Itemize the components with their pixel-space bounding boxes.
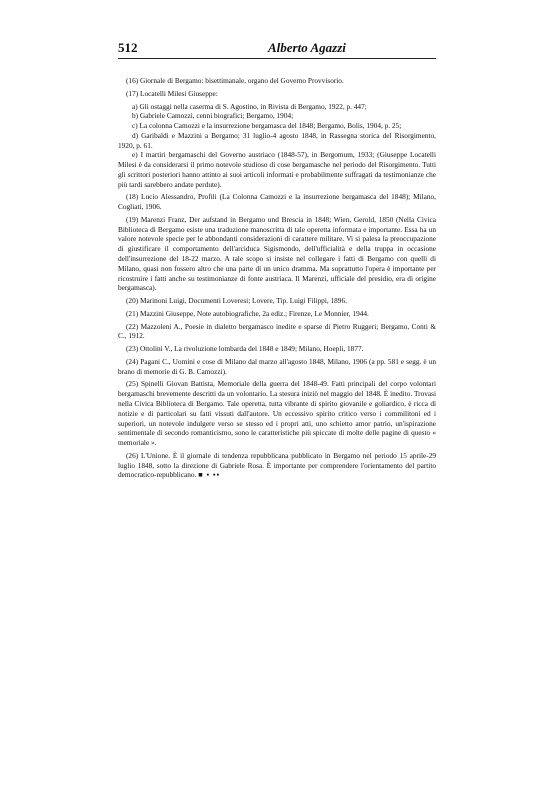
endnote-n17 (118, 89, 436, 99)
endnote-text: (23) Ottolini V., La rivoluzione lombarda del 1848 e 1849; Milano, Hoepli, 1877. (126, 344, 364, 354)
endnote-text: b) Gabriele Camozzi, cenni biografici; Bergamo, 1904; (132, 111, 294, 121)
endnote-n16 (118, 76, 436, 86)
endnote-n21 (118, 309, 436, 319)
endnote-text: (22) Mazzoleni A., Poesie in dialetto bergamasco inedite e sparse di Pietro Ruggeri; Bergamo, Conti & C., 1912. (118, 321, 436, 341)
endnote-n24 (118, 357, 436, 377)
endnote-n22 (118, 322, 436, 342)
endnote-text: (18) Lucio Alessandro, Profili (La Colonna Camozzi e la insurrezione bergamasca del 1848); Milano, Cogliati, 1906. (118, 192, 436, 212)
endnote-text: (17) Locatelli Milesi Giuseppe: (126, 88, 218, 98)
print-marks: ■ ▪ ▪▪ (198, 470, 221, 480)
endnote-text: c) La colonna Camozzi e la insurrezione bergamasca del 1848; Bergamo, Bolis, 1904, p. 25; (132, 121, 402, 131)
endnote-n18 (118, 192, 436, 212)
endnote-n20 (118, 296, 436, 306)
endnote-n26 (118, 451, 436, 480)
endnote-text: (16) Giornale di Bergamo: bisettimanale, organo del Governo Provvisorio. (126, 76, 344, 85)
endnotes-list (118, 76, 436, 483)
endnote-n17a (118, 102, 436, 112)
endnote-text: a) Gli ostaggi nella caserma di S. Agostino, in Rivista di Bergamo, 1922, p. 447; (132, 101, 367, 111)
endnote-text: (25) Spinelli Giovan Battista, Memoriale della guerra del 1848-49. Fatti principali del corpo volontari bergamaschi brevemente descritti da un volontario. La stesura iniziò nel maggio del 1848. È inedito. Trovasi nella Civica Biblioteca di Bergamo. Tale operetta, tutta vibrante di spirito giovanile e goliardico, è ricca di notizie e di particolari su fatti vissuti dall'autore. Un eccessivo spirito critico verso i commilitoni ed i superiori, un notevole indulgere verso se stesso ed i propri atti, uno schietto amor patrio, un'ispirazione sentimentale di secondo romanticismo, sono le caratteristiche più spiccate di molte delle pagine di questo « memoriale ». (118, 379, 436, 448)
endnote-n19 (118, 215, 436, 293)
endnote-n17b (118, 111, 436, 121)
endnote-text: (21) Mazzini Giuseppe, Note autobiografiche, 2a ediz.; Firenze, Le Monnier, 1944. (126, 308, 369, 318)
endnote-n17e (118, 150, 436, 189)
endnote-text: d) Garibaldi e Mazzini a Bergamo; 31 luglio-4 agosto 1848, in Rassegna storica del Risorgimento, 1920, p. 61. (118, 130, 436, 150)
page-number: 512 (118, 40, 138, 55)
running-head-author: Alberto Agazzi (268, 40, 346, 55)
endnote-text: (24) Pagani C., Uomini e cose di Milano dal marzo all'agosto 1848, Milano, 1906 (a pp. 581 e segg. è un brano di memorie di G. B. Camozzi). (118, 356, 436, 376)
endnote-text: (26) L'Unione. È il giornale di tendenza repubblicana pubblicato in Bergamo nel periodo 15 aprile-29 luglio 1848, sotto la direzione di Gabriele Rosa. È importante per comprendere l'orientamento del partito democratico-repubblicano. (118, 450, 436, 480)
endnote-n23 (118, 344, 436, 354)
page-header (118, 40, 436, 59)
endnote-text: (20) Marinoni Luigi, Documenti Loveresi; Lovere, Tip. Luigi Filippi, 1896. (126, 296, 347, 306)
endnote-n25 (118, 379, 436, 447)
endnote-text: e) I martiri bergamaschi del Governo austriaco (1848-57), in Bergomum, 1933; (Giuseppe Locatelli Milesi è da considerarsi il primo notevole studioso di cose bergamasche nel periodo del Risorgimento. Tutti gli scrittori posteriori hanno attinto ai suoi articoli informati e probabilmente suffragati da testimonianze che più tardi sarebbero andate perdute). (118, 150, 436, 189)
endnote-text: (19) Marenzi Franz, Der aufstand in Bergamo und Brescia in 1848; Wien, Gerold, 1850 (Nella Civica Biblioteca di Bergamo esiste una traduzione manoscritta di tale operetta informata e importante. Essa ha un valore notevole specie per le abbondanti considerazioni di carattere militare. Vi si palesa la preoccupazione di giustificare il comportamento dell'arciduca Sigismondo, dell'ufficialità e della truppa in occasione dell'insurrezione del 18-22 marzo. A tale scopo si insiste nel collegare i fatti di Bergamo con quelli di Milano, quasi non fossero altro che una parte di un unico dramma. Ma soprattutto l'opera è importante per ricostruire i fatti anche su testimonianze di fonte austriaca. Il Marenzi, ufficiale del presidio, era di origine bergamasca). (118, 214, 436, 293)
endnote-n17d (118, 131, 436, 151)
endnote-n17c (118, 121, 436, 131)
